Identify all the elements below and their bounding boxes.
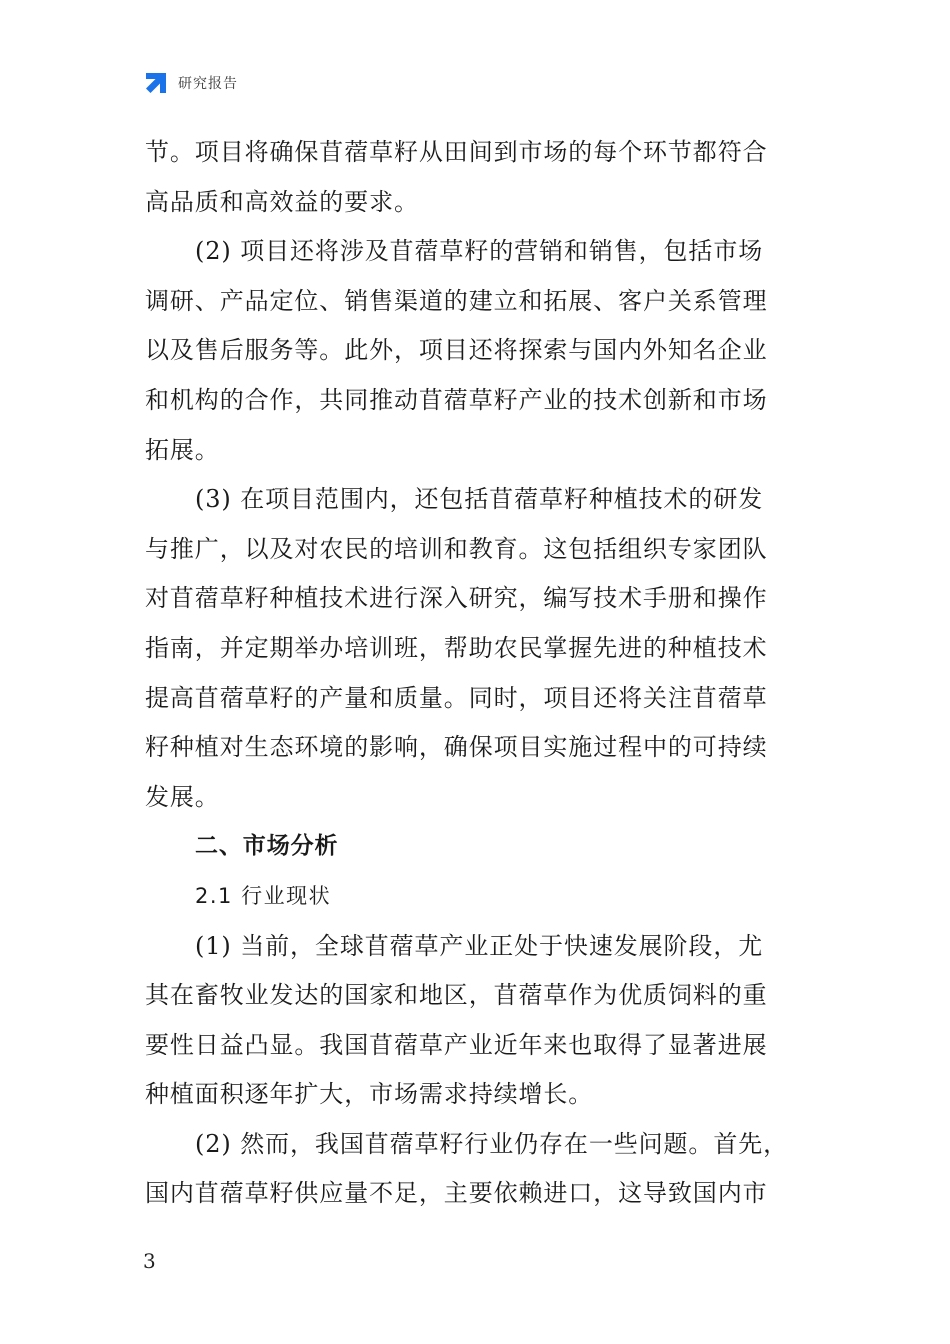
text-line: 指南，并定期举办培训班，帮助农民掌握先进的种植技术 (145, 633, 768, 662)
text-line: 对苜蓿草籽种植技术进行深入研究，编写技术手册和操作 (145, 584, 768, 613)
arrow-up-right-logo-icon (143, 70, 169, 96)
text-line: 国内苜蓿草籽供应量不足，主要依赖进口，这导致国内市 (145, 1179, 768, 1208)
paragraph-start-line: (2) 然而，我国苜蓿草籽行业仍存在一些问题。首先， (195, 1129, 789, 1158)
section-heading: 二、市场分析 (195, 833, 339, 860)
text-line: 种植面积逐年扩大，市场需求持续增长。 (145, 1080, 594, 1109)
text-line: 和机构的合作，共同推动苜蓿草籽产业的技术创新和市场 (145, 385, 768, 414)
text-line: 发展。 (145, 782, 220, 811)
page-number: 3 (143, 1249, 156, 1273)
paragraph-start-line: (1) 当前，全球苜蓿草产业正处于快速发展阶段，尤 (195, 931, 764, 960)
header-title: 研究报告 (178, 76, 238, 92)
paragraph-start-line: (3) 在项目范围内，还包括苜蓿草籽种植技术的研发 (195, 485, 764, 514)
subsection-heading: 2.1 行业现状 (195, 883, 332, 908)
paragraph-start-line: (2) 项目还将涉及苜蓿草籽的营销和销售，包括市场 (195, 237, 764, 266)
text-line: 调研、产品定位、销售渠道的建立和拓展、客户关系管理 (145, 286, 768, 315)
body-text (145, 128, 810, 1219)
text-line: 以及售后服务等。此外，项目还将探索与国内外知名企业 (145, 336, 768, 365)
text-line: 籽种植对生态环境的影响，确保项目实施过程中的可持续 (145, 733, 768, 762)
text-line: 其在畜牧业发达的国家和地区，苜蓿草作为优质饲料的重 (145, 981, 768, 1010)
text-line: 要性日益凸显。我国苜蓿草产业近年来也取得了显著进展 (145, 1030, 768, 1059)
text-line: 高品质和高效益的要求。 (145, 187, 419, 216)
text-line: 拓展。 (145, 435, 220, 464)
report-header (143, 68, 238, 98)
text-line: 提高苜蓿草籽的产量和质量。同时，项目还将关注苜蓿草 (145, 683, 768, 712)
text-line: 与推广，以及对农民的培训和教育。这包括组织专家团队 (145, 534, 768, 563)
text-line: 节。项目将确保苜蓿草籽从田间到市场的每个环节都符合 (145, 138, 768, 166)
